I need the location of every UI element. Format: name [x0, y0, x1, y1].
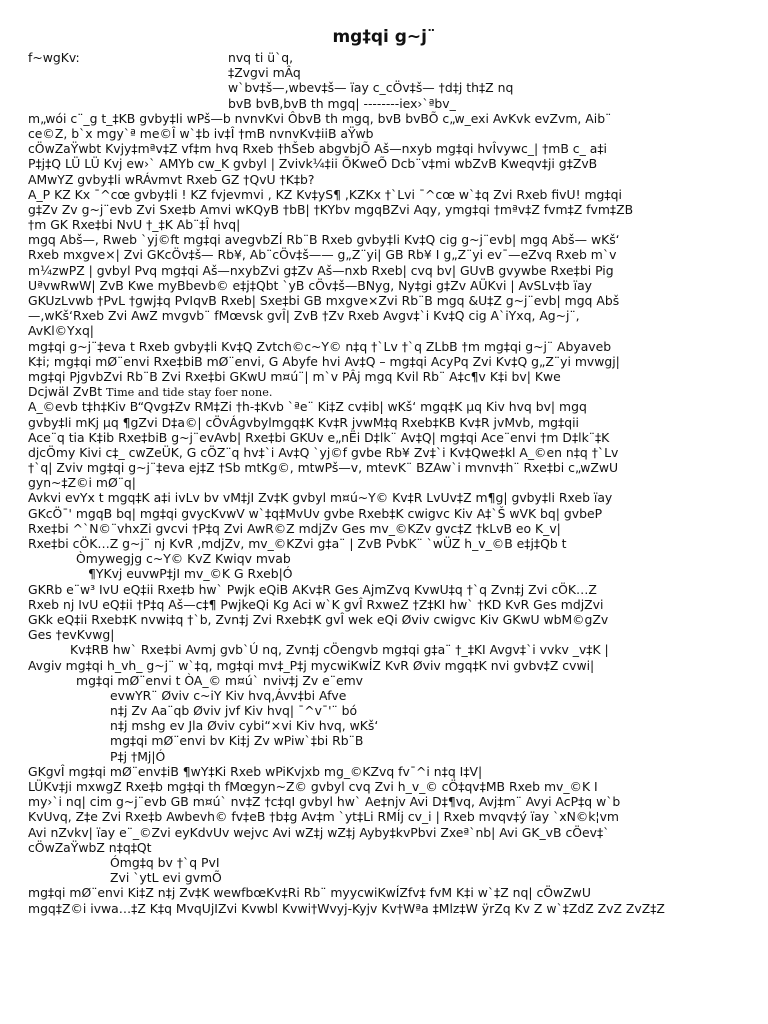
poem-line: mg‡qi mØ¨envi t ÒA_© m¤ú` nviv‡j Zv e¨emv	[76, 672, 363, 688]
paragraph-line: Rxe‡bi ^`N©¨vhxZi gvcvi †P‡q Zvi AwR©Z mdjZv Ges mv_©KZv gvc‡Z †kLvB eo K_v|	[28, 520, 561, 536]
poem-line: P‡j †Mj|Ó	[110, 748, 166, 764]
document-title: mg‡qi g~j¨	[332, 27, 436, 47]
paragraph-line: gyn~‡Z©i mØ¨q|	[28, 475, 136, 491]
paragraph-line: Ace¨q tia K‡ib Rxe‡biB g~j¨evAvb| Rxe‡bi GKUv e„nËi D‡lk¨ Av‡Q| mg‡qi Ace¨envi †m D‡lk¨‡K	[28, 429, 610, 445]
paragraph-line: —,wKš‘Rxeb Zvi AwZ mvgvb¨ fMœvsk gvÎ| ZvB †Zv Rxeb Avgv‡`i Kv‡Q cig A`iYxq, Ag~j¨,	[28, 308, 580, 324]
paragraph-line: Avgiv mg‡qi h_vh_ g~j¨ w`‡q, mg‡qi mv‡_P‡j mycwiKwÍZ KvR Øviv mgq‡K nvi gvbv‡Z cvwi|	[28, 657, 595, 673]
intro-verse-line: bvB bvB,bvB th mgq| --------iex›`ªbv_	[228, 95, 456, 111]
indented-paragraph-line: Kv‡RB hw` Rxe‡bi Avmj gvb`Ú nq, Zvn‡j cÖengvb mg‡qi g‡a¨ †_‡KI Avgv‡`i vvkv _v‡K |	[70, 642, 609, 658]
paragraph-line: UªvwRwW| ZvB Kwe myBbevb© e‡j‡Qbt `yB cÖv‡š—BNyg, Ny‡gi g‡Zv AÜKvi | AvSLv‡b ïay	[28, 277, 593, 293]
intro-verse-line: nvq ti ü`q,	[228, 50, 294, 65]
english-quote: Time and tide stay foer none.	[106, 386, 273, 400]
paragraph-line: †m GK Rxe‡bi NvU †_‡K Ab¨‡Î hvq|	[28, 217, 241, 233]
document-body	[28, 50, 740, 916]
paragraph-line: AMwYZ gvby‡li wRÁvmvt Rxeb GZ †QvU †K‡b?	[28, 171, 315, 187]
poem-line: n‡j Zv Aa¨qb Øviv jvf Kiv hvq| ¯^v¯'¨ bó	[110, 703, 358, 719]
paragraph-line: Rxeb nj IvU eQ‡ii †P‡q Aš—c‡¶ PwjkeQi Kg Aci w`K gvÎ RxweZ †Z‡KI hw` †KD KvR Ges mdjZvi	[28, 596, 604, 612]
paragraph-line: GKRb e¨w³ IvU eQ‡ii Rxe‡b hw` Pwjk eQiB AKv‡R Ges AjmZvq KvwU‡q †`q Zvn‡j Zvi cÖK…Z	[28, 581, 597, 597]
paragraph-line: GKgvÎ mg‡qi mØ¨env‡iB ¶wY‡Ki Rxeb wPiKvjxb mg_©KZvq fv¯^i n‡q I‡V|	[28, 763, 483, 779]
paragraph-line: m¼zwPZ | gvbyl Pvq mg‡qi Aš—nxybZvi g‡Zv Aš—nxb Rxeb| cvq bv| GUvB gvywbe Rxe‡bi Pig	[28, 262, 614, 278]
quote-line: Zvi `ytL evi gvmÕ	[110, 870, 222, 886]
paragraph-line: Rxeb mxgve×| Zvi GKcÖv‡š— Rb¥, Ab¨cÖv‡š—— g„Z¨yi| GB Rb¥ I g„Z¨yi ev¯—eZvq Rxeb m`v	[28, 247, 617, 263]
quote-line: Òmywegjg c~Y© KvZ Kwiqv mvab	[76, 551, 291, 567]
paragraph-line: KvUvq, Z‡e Zvi Rxe‡b Awbevh© fv‡eB †b‡g Av‡m `yt‡Li RMÍj cv_i | Rxeb mvqv‡ý ïay `xN©k¦vm	[28, 809, 619, 825]
quote-line: Ómg‡q bv †`q PvI	[110, 854, 220, 870]
poem-line: mg‡qi mØ¨envi bv Ki‡j Zv wPiw`‡bi Rb¨B	[110, 733, 364, 749]
intro-verse-line: w`bv‡š—,wbev‡š— ïay c_cÖv‡š— †d‡j th‡Z nq	[228, 80, 514, 96]
paragraph-line: A_P KZ Kx ¯^cœ gvby‡li ! KZ fvjevmvi , KZ Kv‡yS¶ ,KZKx †`Lvi ¯^cœ w`‡q Zvi Rxeb fivU! mg‡qi	[28, 186, 622, 202]
paragraph-line: Rxe‡bi cÖK…Z g~j¨ nj KvR ,mdjZv, mv_©KZvi g‡a¨ | ZvB PvbK¨ `wÜZ h_v_©B e‡j‡Qb t	[28, 536, 567, 551]
intro-verse-line: ‡Zvgvi mÂq	[228, 65, 301, 81]
paragraph-line: gvby‡li mKj µq ¶gZvi D‡a©| cÖvÁgvbylmgq‡K Kv‡R jvwM‡q Rxeb‡KB Kv‡R jvMvb, mg‡qii	[28, 414, 579, 430]
poem-line: n‡j mshg ev Jla Øviv cybi“×vi Kiv hvq, wKš‘	[110, 718, 379, 734]
paragraph-line: mgq‡Z©i ivwa…‡Z K‡q MvqUjIZvi Kvwbl Kvwi†Wvyj-Kyjv Kv†Wªa ‡Mlz‡W ÿrZq Kv Z w`‡ZdZ ZvZ ZvZ‡Z	[28, 900, 665, 916]
paragraph-line: A_©evb t‡h‡Kiv B“Qvg‡Zv RM‡Zi †h-‡Kvb `ªe¨ Ki‡Z cv‡ib| wKš‘ mgq‡K µq Kiv hvq bv| mgq	[28, 399, 587, 415]
paragraph-line: GKUzLvwb †PvL †gwj‡q PvIqvB Rxeb| Sxe‡bi GB mxgve×Zvi Rb¨B mgq &U‡Z g~j¨evb| mgq Abš	[28, 293, 620, 308]
paragraph-line: GKk eQ‡ii Rxeb‡K nvwi‡q †`b, Zvn‡j Zvi Rxeb‡K gvÎ wek eQi Øviv cwigvc Kiv GKwU wbM©gZv	[28, 611, 609, 627]
intro-label: f~wgKv:	[28, 50, 80, 65]
paragraph-line: LÜKv‡ji mxwgZ Rxe‡b mg‡qi th fMœgyn~Z© gvbyl cvq Zvi h_v_© cÖ‡qv‡MB Rxeb mv_©K I	[28, 779, 598, 794]
paragraph-line: K‡i; mg‡qi mØ¨envi Rxe‡biB mØ¨envi, G Abyfe hvi Av‡Q – mg‡qi AcyPq Zvi Kv‡Q g„Z¨yi mvwgj|	[28, 353, 620, 369]
paragraph-line: Avi nZvkv| ïay e¨_©Zvi eyKdvUv wejvc Avi wZ‡j wZ‡j Ayby‡kvPbvi Zxeª`nb| Avi GK_vB cÖev‡`	[28, 824, 610, 840]
paragraph-line-with-quote	[28, 384, 740, 399]
paragraph-line: mg‡qi g~j¨‡eva t Rxeb gvby‡li Kv‡Q Zvtch©c~Y© n‡q †`Lv †`q ZLbB †m mg‡qi g~j¨ Abyaveb	[28, 338, 612, 354]
paragraph-line: P‡j‡Q LÜ LÜ Kvj ew›` AMYb cw_K gvbyl | Zvivk¼‡ii ÕKweÕ Dcb¨v‡mi wbZvB Kweqv‡ji g‡ZvB	[28, 156, 598, 172]
paragraph-line: Dcjwäl ZvBt	[28, 384, 107, 400]
paragraph-line: g‡Zv Zv g~j¨evb Zvi Sxe‡b Amvi wKQyB †bB| †KYbv mgqBZvi Aqy, ymg‡qi †mªv‡Z fvm‡Z fvm‡ZB	[28, 201, 634, 217]
paragraph-line: m„wói c¨_g t_‡KB gvby‡li wPš—b nvnvKvi ÔbvB th mgq, bvB bvBÕ c„w_exi AvKvk evZvm, Aib¨	[28, 110, 612, 126]
paragraph-line: AvKl©Yxq|	[28, 323, 94, 339]
paragraph-line: GKcÖ¯' mgqB bq| mg‡qi gvycKvwV w`‡q‡MvUv gvbe Rxeb‡K cwigvc Kiv A‡`Š wVK bq| gvbeP	[28, 505, 603, 521]
paragraph-line: ce©Z, b`x mgy`ª me©Î w`‡b iv‡Î †mB nvnvKv‡iiB aŸwb	[28, 125, 374, 141]
paragraph-line: my›`i nq| cim g~j¨evb GB m¤ú` nv‡Z †c‡qI gvbyl hw` Ae‡njv Avi D‡¶vq, Avj‡m¨ Avyi AcP‡q w`b	[28, 794, 621, 810]
paragraph-line: djcÖmy Kivi c‡_ cwZeÜK, G cÖZ¨q hv‡`i Av‡Q `yj©f gvbe Rb¥ Zv‡`i Kv‡Qwe‡kl A_©en n‡q †`Lv	[28, 444, 619, 460]
paragraph-line: Avkvi evYx t mgq‡K a‡i ivLv bv vM‡jI Zv‡K gvbyl m¤ú~Y© Kv‡R LvUv‡Z m¶g| gvby‡li Rxeb ïay	[28, 490, 613, 506]
poem-line: evwYR¨ Øviv c~iY Kiv hvq,Ávv‡bi Afve	[110, 687, 347, 703]
paragraph-line: mg‡qi PjgvbZvi Rb¨B Zvi Rxe‡bi GKwU m¤ú¨| m`v PÂj mgq Kvil Rb¨ A‡c¶v K‡i bv| Kwe	[28, 368, 561, 384]
paragraph-line: mgq Abš—, Rweb `yj©ft mg‡qi avegvbZÍ Rb¨B Rxeb gvby‡li Kv‡Q cig g~j¨evb| mgq Abš— wKš‘	[28, 232, 620, 248]
intro-first-line	[28, 50, 740, 65]
paragraph-line: Ges †evKvwg|	[28, 627, 115, 643]
quote-line: ¶YKvj euvwP‡jI mv_©K G Rxeb|Ó	[88, 566, 293, 582]
paragraph-line: mg‡qi mØ¨envi Ki‡Z n‡j Zv‡K wewfbœKv‡Ri Rb¨ myycwiKwÍZfv‡ fvM K‡i w`‡Z nq| cÖwZwU	[28, 885, 591, 901]
paragraph-line: †`q| Zviv mg‡qi g~j¨‡eva ej‡Z †Sb mtKg©, mtwPš—v, mtevK¨ BZAw`i mvnv‡h¨ Rxe‡bi c„wZwU	[28, 460, 619, 476]
paragraph-line: cÖwZaŸwbt Kvjy‡mªv‡Z vf‡m hvq Rxeb †hŠeb abgvbjÕ Aš—nxyb mg‡qi hvÎvywc_| †mB c_ a‡i	[28, 141, 607, 157]
paragraph-line: cÖwZaŸwbZ n‡q‡Qt	[28, 839, 152, 855]
